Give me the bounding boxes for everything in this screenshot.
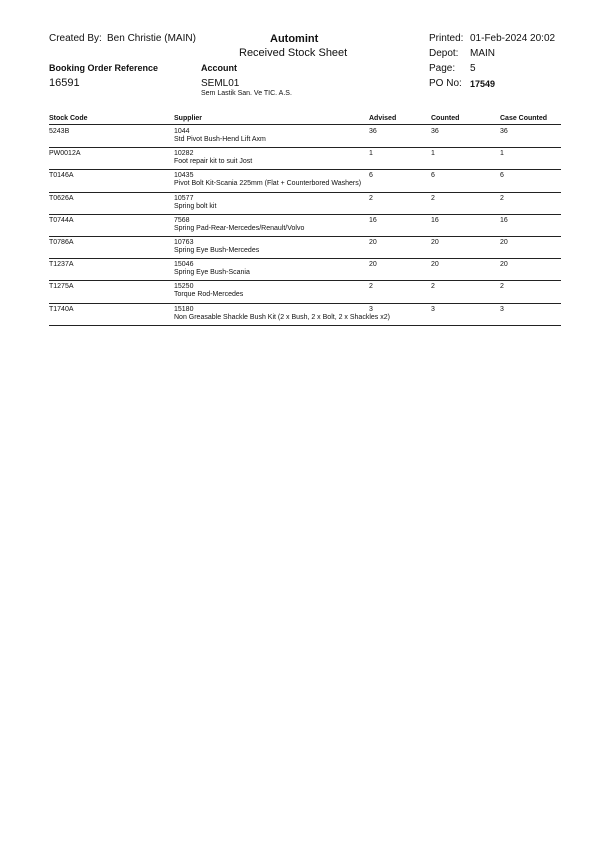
cell-description: Non Greasable Shackle Bush Kit (2 x Bush, 2 x Bolt, 2 x Shackles x2) <box>174 313 390 321</box>
cell-case: 3 <box>500 305 504 313</box>
cell-description: Spring bolt kit <box>174 202 217 210</box>
cell-advised: 2 <box>369 283 373 291</box>
sheet-title: Received Stock Sheet <box>239 47 348 59</box>
col-header-counted: Counted <box>431 115 460 122</box>
row-divider <box>49 258 561 259</box>
cell-code: PW0012A <box>49 150 81 158</box>
cell-counted: 2 <box>431 283 435 291</box>
cell-description: Torque Rod-Mercedes <box>174 291 244 299</box>
cell-description: Pivot Bolt Kit-Scania 225mm (Flat + Counterbored Washers) <box>174 180 362 188</box>
cell-advised: 2 <box>369 194 373 202</box>
col-header-supplier: Supplier <box>174 115 203 122</box>
cell-case: 20 <box>500 261 508 269</box>
cell-code: T0786A <box>49 239 74 246</box>
row-divider <box>49 147 561 148</box>
row-divider <box>49 236 561 237</box>
row-divider <box>49 169 561 170</box>
cell-counted: 2 <box>431 194 435 202</box>
row-divider <box>49 192 561 193</box>
cell-counted: 1 <box>431 150 435 158</box>
cell-counted: 16 <box>431 216 439 224</box>
cell-description: Spring Eye Bush-Scania <box>174 269 250 277</box>
cell-advised: 20 <box>369 261 377 269</box>
cell-code: 5243B <box>49 128 70 135</box>
po-value: 17549 <box>470 79 496 89</box>
cell-advised: 3 <box>369 305 373 313</box>
po-label: PO No: <box>429 78 462 89</box>
row-divider <box>49 325 561 326</box>
printed-label: Printed: <box>429 33 464 44</box>
cell-code: T0146A <box>49 172 74 180</box>
cell-supplier: 15046 <box>174 261 194 269</box>
account-name: Sem Lastik San. Ve TIC. A.S. <box>201 90 292 97</box>
page-value: 5 <box>470 63 476 74</box>
cell-description: Spring Pad-Rear-Mercedes/Renault/Volvo <box>174 224 305 232</box>
cell-supplier: 1044 <box>174 128 190 135</box>
cell-supplier: 10577 <box>174 194 194 202</box>
cell-supplier: 10435 <box>174 172 194 180</box>
row-divider <box>49 303 561 304</box>
account-code: SEML01 <box>201 78 240 89</box>
created-by-value: Ben Christie (MAIN) <box>107 33 196 44</box>
cell-advised: 20 <box>369 239 377 246</box>
cell-advised: 36 <box>369 128 377 135</box>
cell-code: T1275A <box>49 283 74 291</box>
cell-advised: 16 <box>369 216 377 224</box>
cell-supplier: 15180 <box>174 305 194 313</box>
cell-code: T0626A <box>49 194 74 202</box>
cell-supplier: 10282 <box>174 150 194 158</box>
cell-advised: 6 <box>369 172 373 180</box>
cell-case: 16 <box>500 216 508 224</box>
cell-supplier: 15250 <box>174 283 194 291</box>
printed-value: 01-Feb-2024 20:02 <box>470 33 556 44</box>
cell-code: T1237A <box>49 261 74 269</box>
cell-counted: 6 <box>431 172 435 180</box>
booking-ref-label: Booking Order Reference <box>49 63 159 73</box>
cell-supplier: 10763 <box>174 239 194 246</box>
cell-description: Foot repair kit to suit Jost <box>174 158 253 166</box>
account-label: Account <box>201 63 237 73</box>
cell-supplier: 7568 <box>174 216 190 224</box>
cell-counted: 36 <box>431 128 439 135</box>
col-header-advised: Advised <box>369 115 397 122</box>
cell-code: T1740A <box>49 305 74 313</box>
page-label: Page: <box>429 63 456 74</box>
depot-label: Depot: <box>429 48 459 59</box>
created-by-label: Created By: <box>49 33 102 44</box>
col-header-stock-code: Stock Code <box>49 115 88 122</box>
row-divider <box>49 214 561 215</box>
row-divider <box>49 280 561 281</box>
col-header-case-counted: Case Counted <box>500 115 548 122</box>
cell-counted: 3 <box>431 305 435 313</box>
cell-code: T0744A <box>49 216 74 224</box>
cell-case: 2 <box>500 194 504 202</box>
cell-case: 6 <box>500 172 504 180</box>
cell-description: Std Pivot Bush-Hend Lift Axm <box>174 136 266 143</box>
cell-counted: 20 <box>431 239 439 246</box>
company-name: Automint <box>270 33 319 45</box>
cell-case: 36 <box>500 128 508 135</box>
cell-case: 20 <box>500 239 508 246</box>
cell-case: 2 <box>500 283 504 291</box>
header-divider <box>49 124 561 125</box>
cell-advised: 1 <box>369 150 373 158</box>
booking-ref-value: 16591 <box>49 77 80 89</box>
cell-case: 1 <box>500 150 504 158</box>
cell-counted: 20 <box>431 261 439 269</box>
cell-description: Spring Eye Bush-Mercedes <box>174 247 260 254</box>
depot-value: MAIN <box>470 48 495 59</box>
